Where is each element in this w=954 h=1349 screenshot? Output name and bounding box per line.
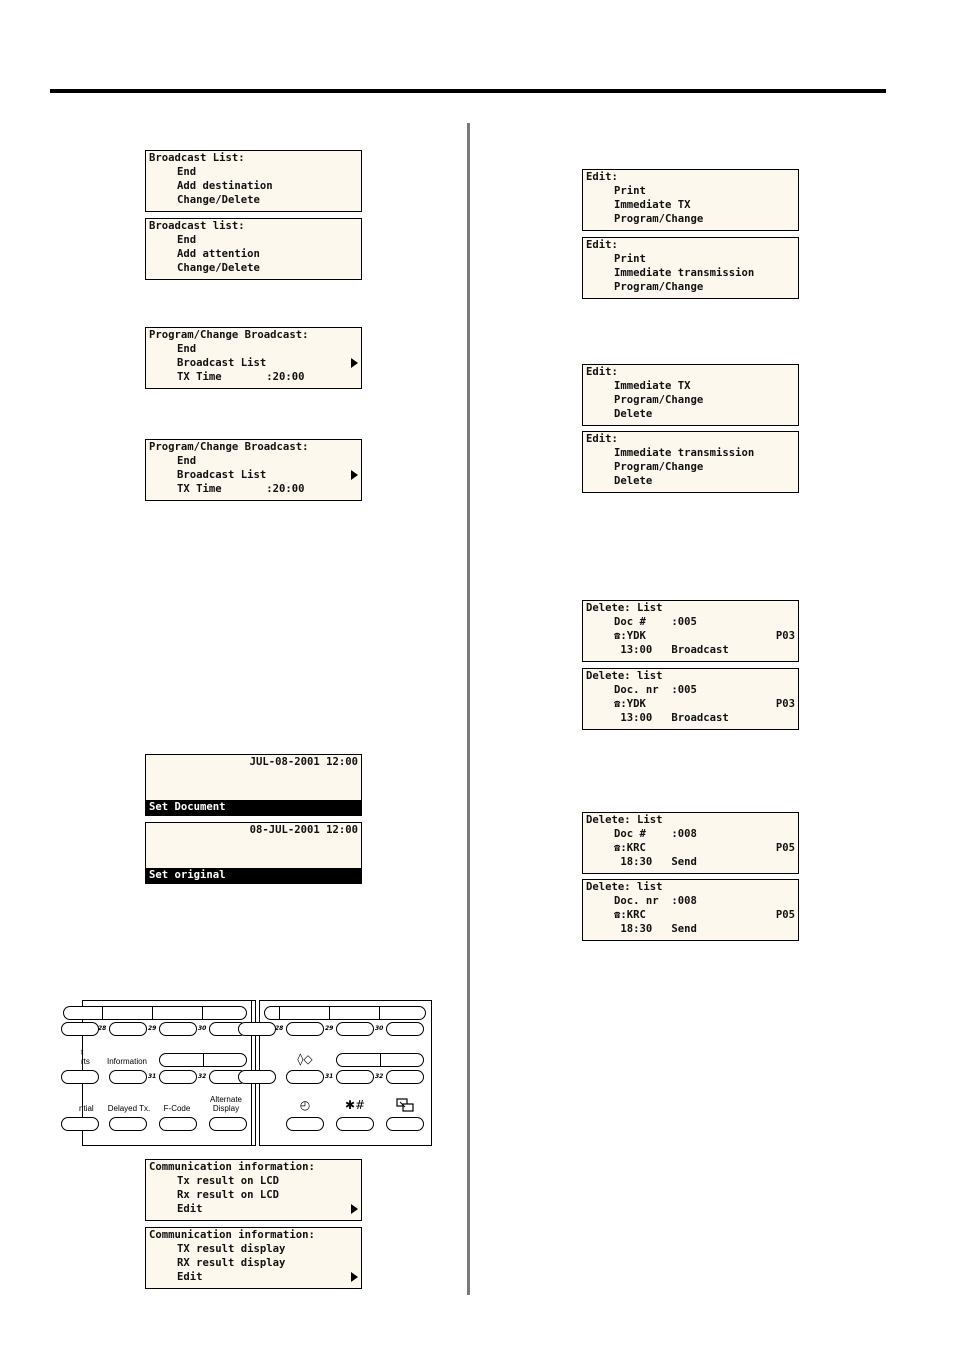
alternate-display-icon	[396, 1098, 414, 1113]
lcd-delete-list	[582, 812, 799, 874]
lcd-edit-menu	[582, 364, 799, 426]
lcd-time-mode: 18:30 Send	[614, 923, 697, 935]
key-number: 31	[148, 1073, 157, 1080]
star-hash-icon: ✱#	[344, 1098, 366, 1112]
lcd-option-edit: Edit	[177, 1203, 203, 1215]
lcd-program-change-broadcast	[145, 327, 362, 389]
panel-label-f-code: F-Code	[163, 1104, 191, 1113]
key-number: 28	[275, 1025, 284, 1032]
one-touch-long-key	[159, 1053, 247, 1067]
one-touch-key-28	[109, 1022, 147, 1036]
lcd-delete-list	[582, 879, 799, 941]
key-number: 32	[375, 1073, 384, 1080]
lcd-datetime: JUL-08-2001 12:00	[249, 756, 358, 768]
right-arrow-icon	[351, 358, 358, 368]
lcd-title: Delete: list	[586, 670, 663, 682]
lcd-option-broadcast-list: Broadcast List	[177, 357, 267, 369]
one-touch-key-28	[286, 1022, 324, 1036]
confidential-key	[61, 1117, 99, 1131]
timer-icon: ◴	[299, 1098, 311, 1112]
one-touch-key-31	[336, 1070, 374, 1084]
lcd-option-broadcast-list: Broadcast List	[177, 469, 267, 481]
one-touch-key-row	[63, 1006, 247, 1020]
alternate-display-key	[386, 1117, 424, 1131]
lcd-option-edit: Edit	[177, 1271, 203, 1283]
lcd-destination: ☎:KRC	[614, 842, 646, 854]
lcd-option-delete: Delete	[614, 475, 653, 487]
panel-label-alternate-display: Alternate Display	[209, 1095, 243, 1113]
function-key	[61, 1070, 99, 1084]
key-number: 31	[325, 1073, 334, 1080]
lcd-option-immediate-tx: Immediate TX	[614, 199, 691, 211]
lcd-title: Communication information:	[149, 1229, 315, 1241]
lcd-edit-menu	[582, 169, 799, 231]
key-number: 30	[375, 1025, 384, 1032]
key-number: 29	[325, 1025, 334, 1032]
lcd-option-delete: Delete	[614, 408, 653, 420]
lcd-doc-number: Doc # :008	[614, 828, 697, 840]
lcd-option-add-attention: Add attention	[177, 248, 260, 260]
one-touch-key-row	[264, 1006, 426, 1020]
panel-label-partial: t rts	[81, 1048, 90, 1066]
lcd-title: Delete: List	[586, 814, 663, 826]
lcd-delete-list	[582, 600, 799, 662]
operation-panel-illustration-icons	[259, 1000, 432, 1146]
lcd-edit-menu	[582, 431, 799, 493]
lcd-option-change-delete: Change/Delete	[177, 262, 260, 274]
lcd-destination: ☎:YDK	[614, 630, 646, 642]
information-icon: ◊◇	[297, 1052, 313, 1066]
lcd-datetime: 08-JUL-2001 12:00	[249, 824, 358, 836]
function-key	[238, 1070, 276, 1084]
f-code-key	[159, 1117, 197, 1131]
one-touch-key	[238, 1022, 276, 1036]
lcd-option-print: Print	[614, 185, 646, 197]
lcd-option-tx-time: TX Time :20:00	[177, 483, 305, 495]
lcd-time-mode: 18:30 Send	[614, 856, 697, 868]
lcd-broadcast-list-add-destination	[145, 150, 362, 212]
one-touch-key-29	[159, 1022, 197, 1036]
lcd-title: Broadcast List:	[149, 152, 245, 164]
lcd-title: Edit:	[586, 239, 618, 251]
panel-label-confidential-partial: ntial	[79, 1104, 94, 1113]
information-key	[286, 1070, 324, 1084]
key-number: 30	[198, 1025, 207, 1032]
lcd-option-program-change: Program/Change	[614, 281, 704, 293]
lcd-doc-number: Doc. nr :005	[614, 684, 697, 696]
lcd-option-change-delete: Change/Delete	[177, 194, 260, 206]
right-arrow-icon	[351, 1272, 358, 1282]
lcd-edit-menu	[582, 237, 799, 299]
lcd-option-end: End	[177, 234, 197, 246]
lcd-option-tx-time: TX Time :20:00	[177, 371, 305, 383]
key-number: 32	[198, 1073, 207, 1080]
lcd-time-mode: 13:00 Broadcast	[614, 712, 729, 724]
one-touch-long-key	[336, 1053, 424, 1067]
information-key	[109, 1070, 147, 1084]
lcd-communication-information	[145, 1159, 362, 1221]
lcd-option-program-change: Program/Change	[614, 394, 704, 406]
lcd-program-change-broadcast	[145, 439, 362, 501]
lcd-time-mode: 13:00 Broadcast	[614, 644, 729, 656]
one-touch-key-30	[386, 1022, 424, 1036]
lcd-title: Edit:	[586, 366, 618, 378]
lcd-option-add-destination: Add destination	[177, 180, 273, 192]
lcd-title: Communication information:	[149, 1161, 315, 1173]
lcd-option-immediate-transmission: Immediate transmission	[614, 267, 755, 279]
lcd-option-tx-result: Tx result on LCD	[177, 1175, 280, 1187]
lcd-standby-screen	[145, 822, 362, 884]
key-number: 29	[148, 1025, 157, 1032]
lcd-communication-information	[145, 1227, 362, 1289]
one-touch-key-31	[159, 1070, 197, 1084]
lcd-page-count: P05	[775, 842, 795, 854]
lcd-standby-screen	[145, 754, 362, 816]
column-divider	[467, 123, 470, 1295]
lcd-doc-number: Doc. nr :008	[614, 895, 697, 907]
lcd-option-program-change: Program/Change	[614, 461, 704, 473]
lcd-option-end: End	[177, 343, 197, 355]
lcd-option-print: Print	[614, 253, 646, 265]
lcd-option-tx-result: TX result display	[177, 1243, 286, 1255]
delayed-tx-key	[109, 1117, 147, 1131]
panel-label-information: Information	[106, 1057, 148, 1066]
lcd-title: Broadcast list:	[149, 220, 245, 232]
operation-panel-illustration	[79, 1000, 256, 1146]
header-rule	[50, 89, 886, 93]
right-arrow-icon	[351, 470, 358, 480]
lcd-title: Program/Change Broadcast:	[149, 329, 309, 341]
f-code-key	[336, 1117, 374, 1131]
lcd-broadcast-list-add-attention	[145, 218, 362, 280]
lcd-option-end: End	[177, 166, 197, 178]
alternate-display-key	[209, 1117, 247, 1131]
lcd-status-bar: Set Document	[146, 800, 361, 815]
one-touch-key	[61, 1022, 99, 1036]
delayed-tx-key	[286, 1117, 324, 1131]
lcd-doc-number: Doc # :005	[614, 616, 697, 628]
lcd-title: Program/Change Broadcast:	[149, 441, 309, 453]
lcd-option-rx-result: Rx result on LCD	[177, 1189, 280, 1201]
one-touch-key-32	[386, 1070, 424, 1084]
lcd-option-rx-result: RX result display	[177, 1257, 286, 1269]
lcd-option-immediate-transmission: Immediate transmission	[614, 447, 755, 459]
key-number: 28	[98, 1025, 107, 1032]
right-arrow-icon	[351, 1204, 358, 1214]
lcd-option-end: End	[177, 455, 197, 467]
lcd-destination: ☎:KRC	[614, 909, 646, 921]
panel-label-delayed-tx: Delayed Tx.	[107, 1104, 151, 1113]
lcd-destination: ☎:YDK	[614, 698, 646, 710]
lcd-page-count: P05	[775, 909, 795, 921]
lcd-option-immediate-tx: Immediate TX	[614, 380, 691, 392]
lcd-title: Delete: List	[586, 602, 663, 614]
one-touch-key-29	[336, 1022, 374, 1036]
lcd-page-count: P03	[775, 698, 795, 710]
lcd-status-bar: Set original	[146, 868, 361, 883]
lcd-title: Delete: list	[586, 881, 663, 893]
lcd-option-program-change: Program/Change	[614, 213, 704, 225]
lcd-title: Edit:	[586, 171, 618, 183]
lcd-page-count: P03	[775, 630, 795, 642]
lcd-delete-list	[582, 668, 799, 730]
lcd-title: Edit:	[586, 433, 618, 445]
